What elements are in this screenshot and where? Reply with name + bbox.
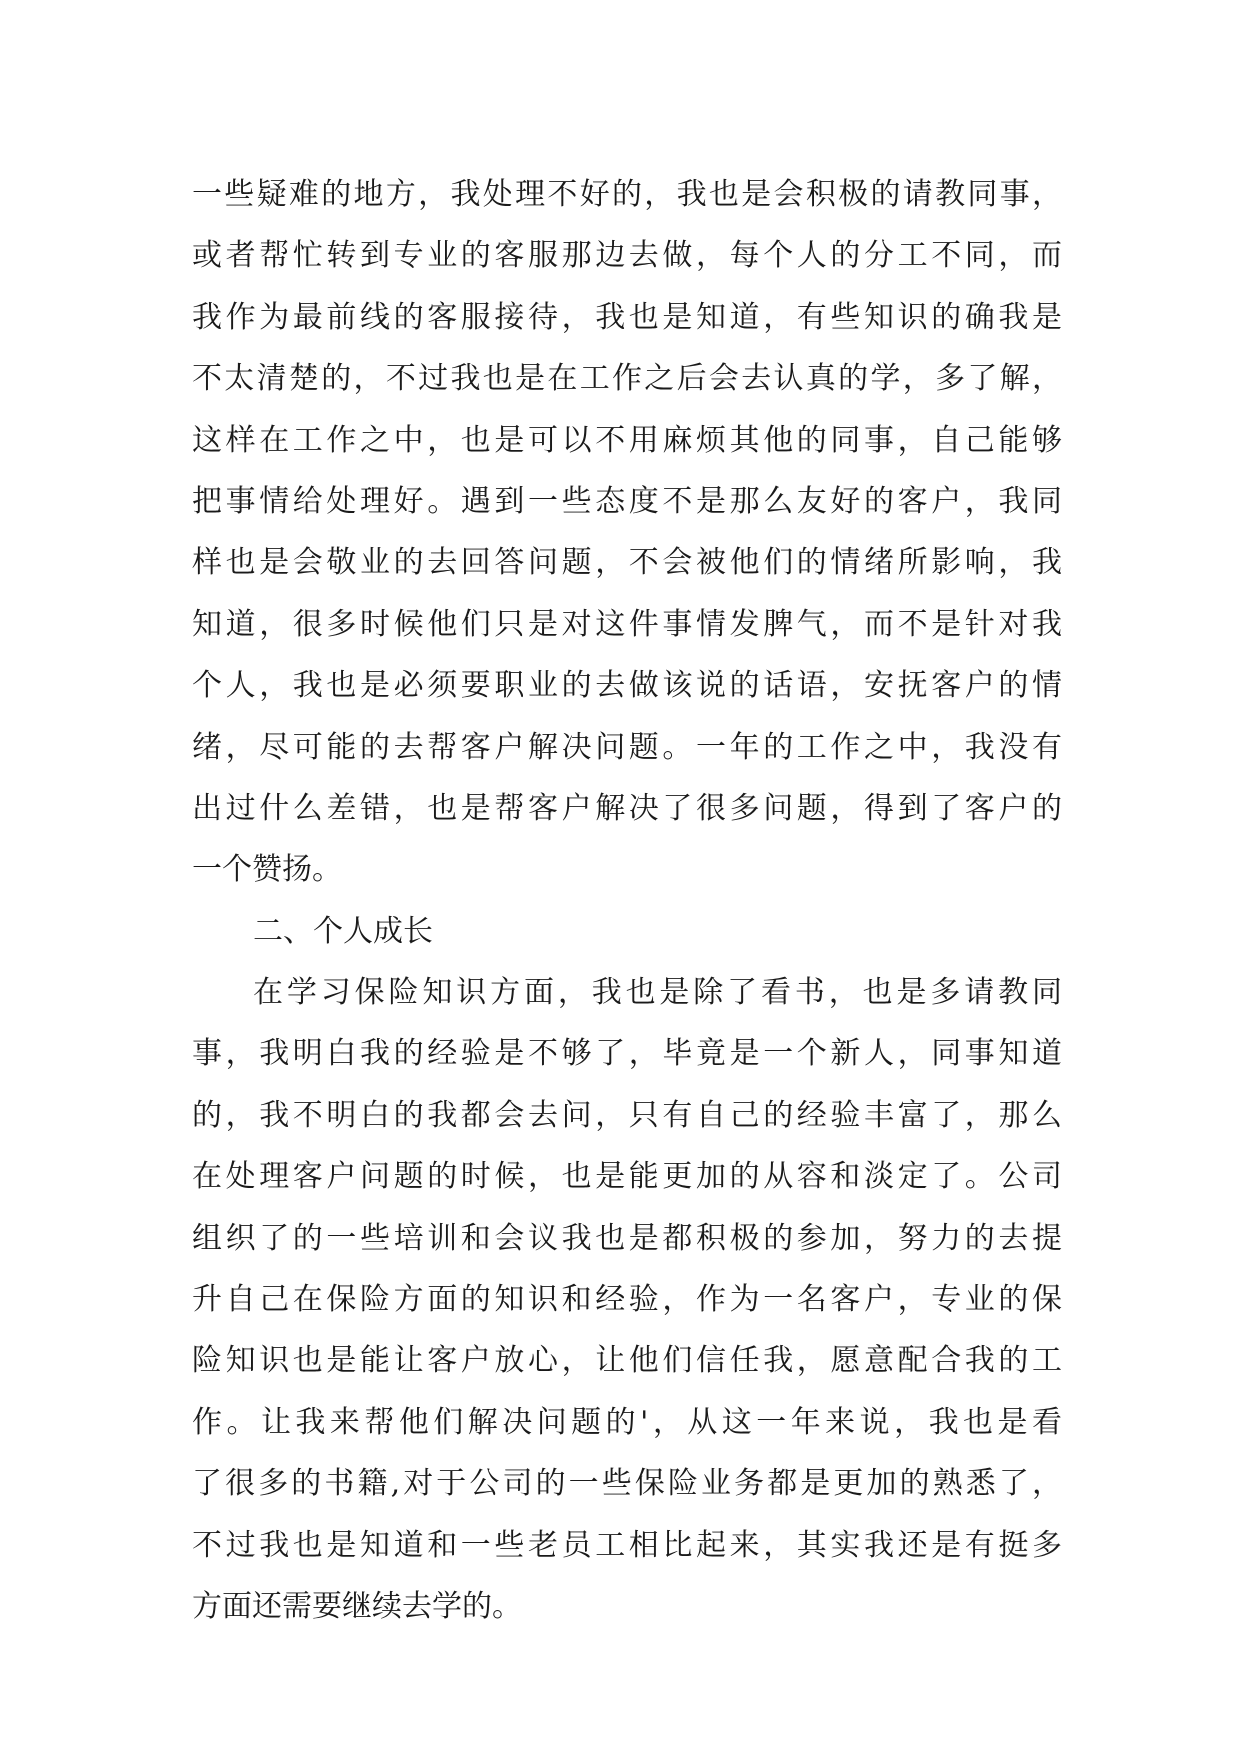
paragraph-line: 个人，我也是必须要职业的去做该说的话语，安抚客户的情 <box>192 668 1062 704</box>
paragraph-line: 这样在工作之中，也是可以不用麻烦其他的同事，自己能够 <box>192 422 1062 458</box>
paragraph-1 <box>192 164 1062 901</box>
paragraph-line: 了很多的书籍,对于公司的一些保险业务都是更加的熟悉了， <box>192 1466 1062 1502</box>
paragraph-line: 出过什么差错，也是帮客户解决了很多问题，得到了客户的 <box>192 790 1062 826</box>
paragraph-line: 或者帮忙转到专业的客服那边去做，每个人的分工不同，而 <box>192 238 1062 274</box>
paragraph-line: 事，我明白我的经验是不够了，毕竟是一个新人，同事知道 <box>192 1036 1062 1072</box>
paragraph-line: 样也是会敬业的去回答问题，不会被他们的情绪所影响，我 <box>192 545 1062 581</box>
paragraph-line: 一个赞扬。 <box>192 852 342 888</box>
paragraph-line: 不太清楚的，不过我也是在工作之后会去认真的学，多了解， <box>192 361 1062 397</box>
paragraph-2 <box>192 962 1062 1637</box>
paragraph-line: 一些疑难的地方，我处理不好的，我也是会积极的请教同事， <box>192 177 1062 212</box>
document-body <box>192 164 1062 1637</box>
paragraph-line: 方面还需要继续去学的。 <box>192 1588 522 1624</box>
paragraph-line: 的，我不明白的我都会去问，只有自己的经验丰富了，那么 <box>192 1097 1062 1133</box>
paragraph-line: 作。让我来帮他们解决问题的'，从这一年来说，我也是看 <box>192 1404 1062 1440</box>
paragraph-line: 知道，很多时候他们只是对这件事情发脾气，而不是针对我 <box>192 606 1062 642</box>
paragraph-line: 不过我也是知道和一些老员工相比起来，其实我还是有挺多 <box>192 1527 1062 1563</box>
paragraph-line: 绪，尽可能的去帮客户解决问题。一年的工作之中，我没有 <box>192 729 1062 765</box>
section-heading: 二、个人成长 <box>253 913 433 949</box>
paragraph-line: 我作为最前线的客服接待，我也是知道，有些知识的确我是 <box>192 299 1062 335</box>
paragraph-line: 把事情给处理好。遇到一些态度不是那么友好的客户，我同 <box>192 483 1062 519</box>
paragraph-line: 在学习保险知识方面，我也是除了看书，也是多请教同 <box>253 975 1062 1011</box>
paragraph-line: 险知识也是能让客户放心，让他们信任我，愿意配合我的工 <box>192 1343 1062 1379</box>
paragraph-line: 升自己在保险方面的知识和经验，作为一名客户，专业的保 <box>192 1282 1062 1318</box>
paragraph-line: 在处理客户问题的时候，也是能更加的从容和淡定了。公司 <box>192 1159 1062 1195</box>
paragraph-line: 组织了的一些培训和会议我也是都积极的参加，努力的去提 <box>192 1220 1062 1256</box>
